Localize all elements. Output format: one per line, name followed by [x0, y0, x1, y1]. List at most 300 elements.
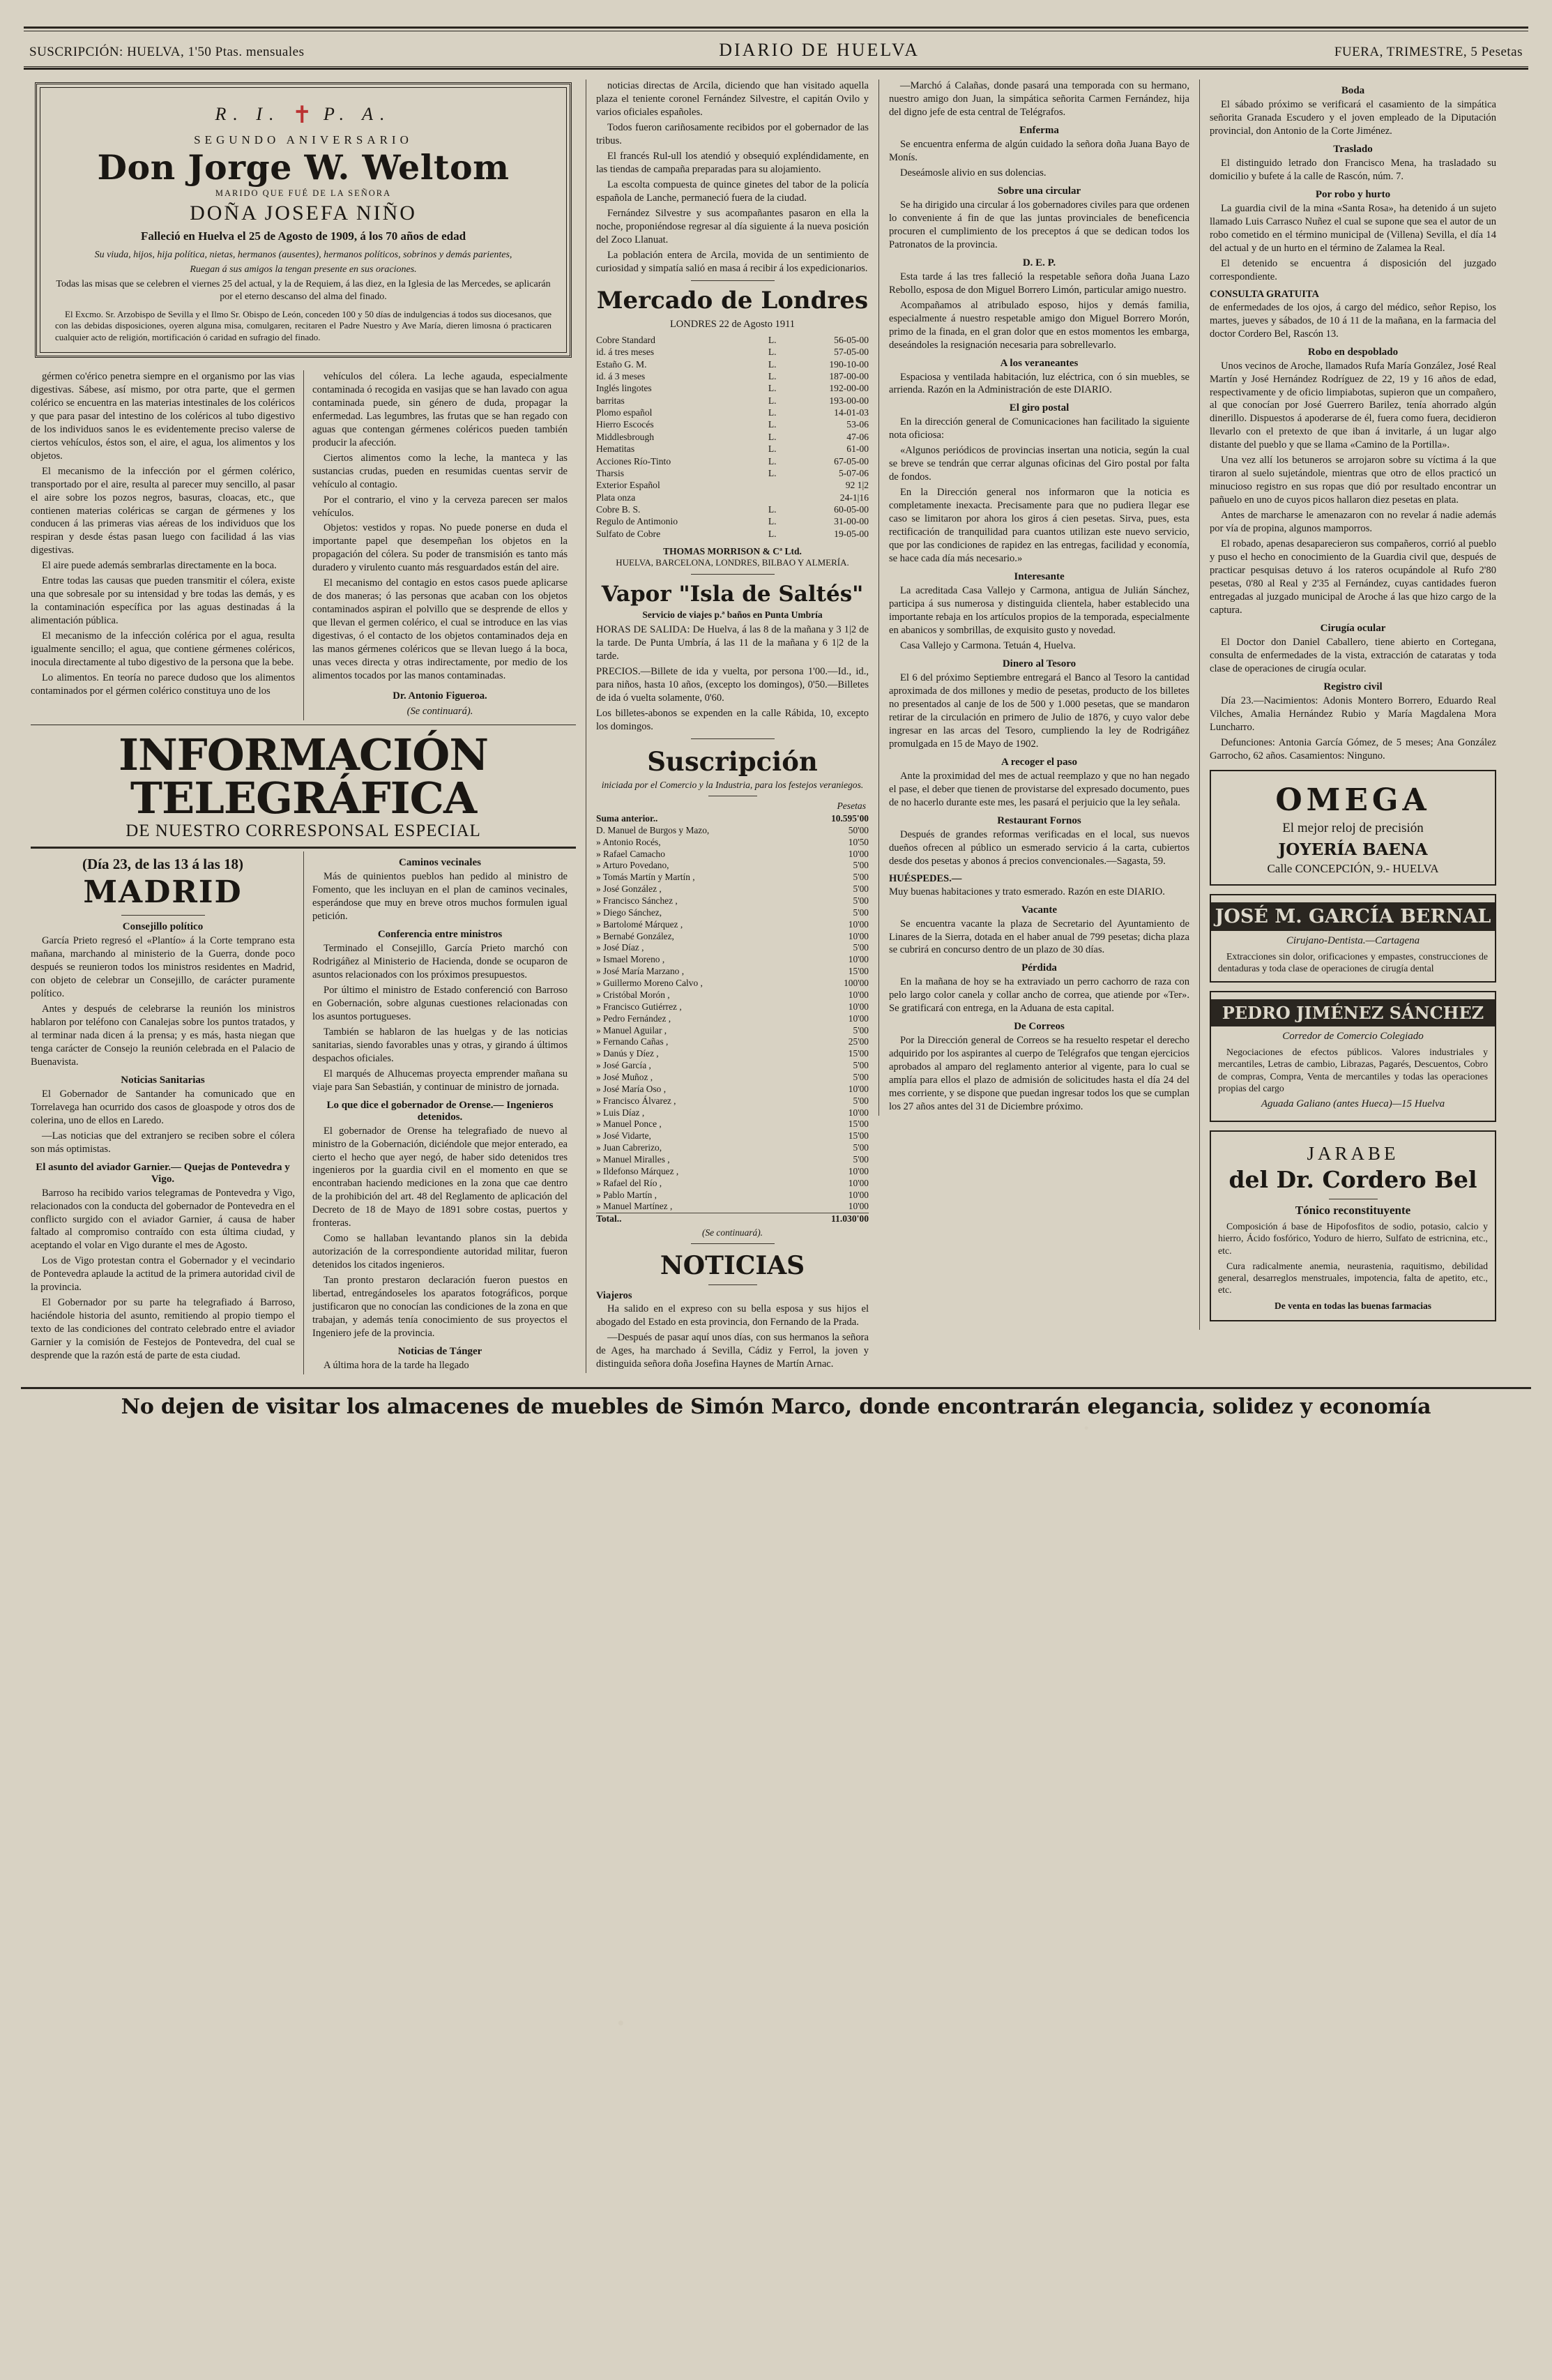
telegrafica-right-head-0: Caminos vecinales	[399, 857, 481, 869]
col4-text-0: El sábado próximo se verificará el casamiento de la simpática señorita Granada Escudero y el joven empleado de la Diputación provincial, don Antonio de la Corte Jiménez.	[1210, 99, 1496, 137]
susc-name: » Manuel Ponce ,	[596, 1119, 662, 1130]
mkt-value: 31-00-00	[834, 516, 869, 527]
telegrafica-title: INFORMACIÓN TELEGRÁFICA	[119, 729, 488, 824]
mkt-value: 57-05-00	[834, 347, 869, 358]
susc-amount: 10'00	[848, 989, 869, 1000]
telegrafica-right-text-1: Terminado el Consejillo, García Prieto marchó con Rodrigáñez al Ministerio de Hacienda, donde se ocuparon de asuntos relacionados con los próximos presupuestos.	[312, 942, 568, 980]
telegrafica-left-head-2: Noticias Sanitarias	[121, 1074, 205, 1086]
susc-name: » Bartolomé Márquez ,	[596, 918, 683, 930]
mercado-table	[596, 335, 869, 540]
list-item	[596, 872, 869, 884]
ad-sanchez-title: PEDRO JIMÉNEZ SÁNCHEZ	[1211, 999, 1495, 1026]
ad-sanchez-body: Negociaciones de efectos públicos. Valores industriales y mercantiles, Letras de cambio, Librazas, Pagarés, Descuentos, Cobro de compras, Compra, Venta de mercantiles y todas las operaciones propias del cargo	[1218, 1047, 1488, 1093]
ad-sanchez-address: Aguada Galiano (antes Hueca)—15 Huelva	[1261, 1098, 1445, 1110]
list-item	[596, 1095, 869, 1107]
column-1	[21, 79, 586, 1374]
noticias-title: NOTICIAS	[660, 1251, 805, 1281]
mkt-name: Cobre B. S.	[596, 503, 641, 515]
ad-bernal-profession: Cirujano-Dentista.—Cartagena	[1286, 934, 1420, 946]
col3-head-3: Sobre una circular	[997, 185, 1081, 197]
cholera-p-10: El mecanismo del contagio en estos casos puede aplicarse de dos maneras; ó las personas que acaban con los objetos contaminados aspiran el polvillo que se desprende de ellos y que llevan el germen colérico, el cual se introduce en las vias digestivas, ó el contacto de los objetos contaminados deja en las manos gérmenes coléricos que se llevan luego á la boca, unas veces directa y otras indirectamente, por medio de los alimentos tocados por las manos contaminadas.	[312, 577, 568, 682]
col3-head-7: El giro postal	[1009, 402, 1070, 414]
cross-icon: ✝	[292, 103, 312, 128]
col4-head-0: Boda	[1341, 85, 1365, 96]
obituary-masses: Todas las misas que se celebren el viernes 25 del actual, y la de Requiem, á las diez, en la Iglesia de las Mercedes, se aplicarán por el eterno descanso del alma del finado.	[56, 279, 551, 303]
susc-name: » José García ,	[596, 1060, 651, 1071]
susc-name: Suma anterior..	[596, 813, 658, 824]
col4-text-1: El distinguido letrado don Francisco Mena, ha trasladado su domicilio y bufete á la calle de Rascón, núm. 7.	[1210, 157, 1496, 182]
telegrafica-right-col	[303, 851, 576, 1374]
mkt-unit: L.	[768, 371, 777, 382]
arcila-p-2: El francés Rul-ull los atendió y obsequió expléndidamente, en las tiendas de campaña preparadas para su alojamiento.	[596, 150, 869, 175]
table-row	[596, 407, 869, 419]
susc-name: » Ildefonso Márquez ,	[596, 1165, 679, 1176]
telegrafica-left-text-2: El Gobernador de Santander ha comunicado que en Torrelavega han ocurrido dos casos de gloaspode y otros dos de colerina, uno de ellos en Laredo.	[31, 1088, 295, 1126]
col4-head-1: Traslado	[1333, 143, 1373, 155]
rip-right: P. A.	[324, 104, 392, 124]
susc-amount: 5'00	[853, 1071, 869, 1082]
telegrafica-left-col	[31, 851, 303, 1374]
col3-text-4: Esta tarde á las tres falleció la respetable señora doña Juana Lazo Rebollo, esposa de don Miguel Borrero Limón, particular amigo nuestro.	[889, 271, 1189, 296]
noticias-text-1: —Después de pasar aquí unos días, con sus hermanos la señora de Ages, ha marchado á Sevilla, Cádiz y Ferrol, la joven y distinguida señora doña Josefina Haynes de Martín Arnac.	[596, 1332, 869, 1370]
suscripcion-table	[596, 813, 869, 1225]
telegrafica-right-text-8: A última hora de la tarde ha llegado	[324, 1360, 469, 1372]
col4-text-4: de enfermedades de los ojos, á cargo del médico, señor Repiso, los martes, jueves y sábados, de 10 á 11 de la mañana, en la farmacia del doctor Cordero Bel, Rascón 13.	[1210, 301, 1496, 340]
page-columns	[0, 79, 1552, 1374]
col4-head-2: Por robo y hurto	[1315, 188, 1391, 200]
telegrafica-rule-bottom	[31, 847, 576, 849]
mkt-name: Hematitas	[596, 444, 635, 455]
mkt-name: Tharsis	[596, 467, 625, 478]
mkt-name: Exterior Español	[596, 480, 660, 491]
cholera-article	[31, 370, 576, 720]
susc-amount: 10'00	[848, 1189, 869, 1200]
col4-head-10: Registro civil	[1323, 681, 1383, 692]
telegrafica-right-text-3: También se hablaron de las huelgas y de las noticias sanitarias, siendo favorables unas y otras, y girando á últimos despachos oficiales.	[312, 1026, 568, 1064]
mkt-unit: L.	[768, 383, 777, 394]
mkt-unit: L.	[768, 516, 777, 527]
ad-sanchez-profession: Corredor de Comercio Colegiado	[1282, 1031, 1424, 1043]
col3-head-10: Interesante	[1014, 571, 1065, 583]
mkt-value: 193-00-00	[829, 395, 869, 406]
list-item	[596, 813, 869, 825]
susc-name: » Juan Cabrerizo,	[596, 1142, 662, 1153]
susc-amount: 5'00	[853, 1095, 869, 1106]
susc-name: » Bernabé González,	[596, 930, 674, 941]
col3-head-17: Pérdida	[1021, 962, 1057, 974]
ad-garcia-bernal[interactable]	[1210, 894, 1496, 983]
ad-bernal-title: JOSÉ M. GARCÍA BERNAL	[1211, 902, 1495, 931]
susc-name: » Francisco Álvarez ,	[596, 1095, 676, 1106]
susc-name: » Fernando Cañas ,	[596, 1036, 669, 1047]
mercado-firm-name: THOMAS MORRISON & Cª Ltd.	[663, 545, 802, 556]
list-item	[596, 919, 869, 931]
table-row	[596, 347, 869, 358]
susc-name: » José González ,	[596, 884, 662, 895]
noticias-text-0: Ha salido en el expreso con su bella esposa y sus hijos el abogado del Estado en esta provincia, don Fernando de la Prada.	[596, 1303, 869, 1328]
list-item	[596, 1166, 869, 1178]
telegrafica-left-text-4: Barroso ha recibido varios telegramas de Pontevedra y Vigo, relacionados con la conducta del gobernador de Pontevedra en el conflicto surgido con el aviador Garnier, á causa de haber faltado al compromiso contraído con esta última ciudad, y aceptando el volar en Vigo durante el mes de Agosto.	[31, 1187, 295, 1252]
table-row	[596, 358, 869, 370]
col3-text-18: Por la Dirección general de Correos se ha resuelto respetar el derecho adquirido por los aspirantes al cuerpo de Telégrafos que tengan ejercicios aprobados al amparo del reglamento anterior al vigente, para lo cual se amplía para ellos el plazo de admisión de solicitudes hasta el día 24 del mes corriente, y se dispone que puedan ingresar todos los que se cumplan los 27 años antes del 31 de Diciembre próximo.	[889, 1035, 1189, 1113]
list-item	[596, 837, 869, 849]
susc-name: » Guillermo Moreno Calvo ,	[596, 978, 703, 989]
col3-head-14: Restaurant Fornos	[997, 814, 1081, 826]
column-4	[1199, 79, 1506, 1330]
telegrafica-left-head-0: Consejillo político	[122, 921, 204, 933]
mkt-value: 60-05-00	[834, 503, 869, 515]
list-item	[596, 825, 869, 837]
susc-amount: 10'00	[848, 1013, 869, 1024]
mkt-unit: L.	[768, 467, 777, 478]
list-item	[596, 1036, 869, 1048]
telegrafica-right-text-2: Por último el ministro de Estado conferenció con Barroso en Gobernación, sobre algunas cuestiones relacionadas con los asuntos portugueses.	[312, 984, 568, 1022]
col3-head-4: D. E. P.	[1022, 257, 1056, 268]
susc-name: » Ismael Moreno ,	[596, 954, 665, 965]
list-item	[596, 1130, 869, 1142]
mkt-unit: L.	[768, 407, 777, 418]
list-item	[596, 1119, 869, 1130]
mkt-name: id. á 3 meses	[596, 371, 646, 382]
susc-amount: 10'00	[848, 1201, 869, 1212]
susc-amount: 10'00	[848, 954, 869, 965]
ad-jarabe-tonic-label: Tónico reconstituyente	[1295, 1204, 1411, 1218]
column-3	[878, 79, 1199, 1116]
ad-omega-address: Calle CONCEPCIÓN, 9.- HUELVA	[1267, 861, 1439, 875]
mkt-unit: L.	[768, 347, 777, 358]
telegrafica-right-text-4: El marqués de Alhucemas proyecta emprender mañana su viaje para San Sebastián, y continuar de ministro de jornada.	[312, 1068, 568, 1093]
susc-name: » Tomás Martín y Martín ,	[596, 872, 695, 883]
ad-omega-store: JOYERÍA BAENA	[1278, 840, 1428, 859]
susc-name: » Rafael del Río ,	[596, 1177, 662, 1188]
mkt-unit: L.	[768, 334, 777, 345]
ad-jarabe-doctor: del Dr. Cordero Bel	[1228, 1166, 1477, 1194]
noticias-divider	[691, 1243, 775, 1244]
col4-text-3: El detenido se encuentra á disposición del juzgado correspondiente.	[1210, 257, 1496, 282]
susc-name: » Manuel Miralles ,	[596, 1153, 670, 1165]
mkt-value: 24-1|16	[839, 492, 869, 503]
mercado-firm	[596, 545, 869, 569]
col3-text-10: La acreditada Casa Vallejo y Carmona, antigua de Julián Sánchez, participa á sus numerosa y distinguida clientela, haber establecido una importante rebaja en los artículos propios de la temporada, especialmente en abanicos y sombrillas, de exquisito gusto y novedad.	[889, 585, 1189, 636]
susc-amount: 15'00	[848, 1119, 869, 1130]
susc-amount: 25'00	[848, 1036, 869, 1047]
list-item	[596, 978, 869, 990]
cholera-p-0: gérmen co'érico penetra siempre en el organismo por las vias digestivas. Sábese, así mismo, por otra parte, que el germen colérico se encuentra en las materias intestinales de los coléricos y que para pasar del intestino de los coléricos al tubo digestivo de los individuos sanos le es evidentemente preciso valerse de ciertos vehículos, éstos son, el aire, el agua, los alimentos y los objetos.	[31, 370, 295, 462]
col4-text-6: Una vez allí los betuneros se arrojaron sobre su víctima á la que tiraron al suelo sujetándole, mientras que otro de ellos practicó un minucioso registro en sus ropas que dió por resultado encontrar un pañuelo en uno de cuyos picos hallaron diez pesetas en plata.	[1210, 455, 1496, 506]
mercado-date: LONDRES 22 de Agosto 1911	[669, 318, 796, 330]
col3-text-14: Después de grandes reformas verificadas en el local, sus nuevos dueños ofrecen al público un esmerado servicio á la carta, cubiertos desde dos pesetas y abonos á precios convencionales.—Sagasta, 59.	[889, 828, 1189, 867]
susc-name: » Francisco Sánchez ,	[596, 895, 678, 907]
list-item	[596, 895, 869, 907]
mkt-unit	[768, 492, 786, 503]
mkt-unit: L.	[768, 395, 777, 406]
obituary-request: Ruegan á sus amigos la tengan presente en sus oraciones.	[190, 264, 417, 275]
col3-text-6: Espaciosa y ventilada habitación, luz eléctrica, con ó sin muebles, se arrienda. Razón en la Administración de este DIARIO.	[889, 371, 1189, 396]
cholera-p-8: Por el contrario, el vino y la cerveza parecen ser malos vehículos.	[312, 494, 568, 519]
mkt-name: Middlesbrough	[596, 431, 655, 442]
susc-name: » Cristóbal Morón ,	[596, 989, 670, 1000]
susc-name: » Francisco Gutiérrez ,	[596, 1001, 682, 1012]
mkt-unit: L.	[768, 455, 777, 467]
list-item	[596, 1084, 869, 1096]
subscription-price-local: SUSCRIPCIÓN: HUELVA, 1'50 Ptas. mensuales	[29, 45, 305, 59]
table-row	[596, 480, 869, 492]
vapor-p-1: PRECIOS.—Billete de ida y vuelta, por persona 1'00.—Id., id., para niños, hasta 10 años, (excepto los domingos), 0'50.—Billetes de ida ó vuelta solamente, 0'60.	[596, 666, 869, 704]
susc-name: » Manuel Martínez ,	[596, 1201, 673, 1212]
masthead-row	[24, 40, 1528, 66]
suscripcion-total-amount: 11.030'00	[800, 1213, 869, 1226]
mkt-name: Acciones Río-Tinto	[596, 455, 671, 467]
susc-name: » Arturo Povedano,	[596, 860, 669, 871]
table-row	[596, 383, 869, 395]
obituary-indulgences: El Excmo. Sr. Arzobispo de Sevilla y el Ilmo Sr. Obispo de León, conceden 100 y 50 días de indulgencias á todos sus diocesanos, que con las debidas disposiciones, oyeren alguna misa, comulgaren, recitaren el Padre Nuestro y Ave María, dieren limosna ó practicaren cualquier acto de religión, mortificación ó caridad en sufragio del finado.	[55, 309, 551, 342]
susc-amount: 10'00	[848, 1177, 869, 1188]
susc-name: » Diego Sánchez,	[596, 907, 662, 918]
col3-text-11: Casa Vallejo y Carmona. Tetuán 4, Huelva.	[900, 639, 1076, 651]
list-item	[596, 1072, 869, 1084]
ad-jarabe-cordero-bel[interactable]	[1210, 1130, 1496, 1321]
obituary-deceased-name: Don Jorge W. Weltom	[97, 147, 510, 188]
suscripcion-total-row	[596, 1213, 869, 1226]
list-item	[596, 1154, 869, 1166]
ad-jarabe-composition: Composición á base de Hipofosfitos de sodio, potasio, calcio y hierro, Ácido fosfórico, Yoduro de hierro, Sulfato de estricnina, etc., etc.	[1218, 1221, 1488, 1256]
telegrafica-left-head-4: El asunto del aviador Garnier.— Quejas de Pontevedra y Vigo.	[36, 1161, 290, 1185]
mkt-value: 19-05-00	[834, 528, 869, 539]
mkt-unit: L.	[768, 419, 777, 430]
mkt-value: 56-05-00	[834, 334, 869, 345]
ad-omega-title: OMEGA	[1275, 782, 1431, 818]
vapor-divider	[691, 574, 775, 575]
table-row	[596, 492, 869, 503]
table-row	[596, 371, 869, 383]
susc-name: » Manuel Aguilar ,	[596, 1024, 667, 1036]
col4-text-11: Defunciones: Antonia García Gómez, de 5 meses; Ana González Garrocho, 62 años. Casamientos: Ninguno.	[1210, 736, 1496, 761]
col3-text-2: Deseámosle alivio en sus dolencias.	[900, 167, 1047, 179]
obituary-wife-name: DOÑA JOSEFA NIÑO	[190, 202, 417, 225]
col3-text-1: Se encuentra enferma de algún cuidado la señora doña Juana Bayo de Monís.	[889, 138, 1189, 163]
mkt-name: Estaño G. M.	[596, 358, 647, 370]
arcila-p-3: La escolta compuesta de quince ginetes del tabor de la policía española de Lanche, permaneció fuera de la ciudad.	[596, 179, 869, 204]
col3-text-13: Ante la proximidad del mes de actual reemplazo y que no han negado el pase, el deber que tienen de provistarse del expresado documento, pues de no hacerlo durante este mes, les pasará el perjuicio que la ley señala.	[889, 770, 1189, 808]
mkt-unit: L.	[768, 444, 777, 455]
susc-amount: 5'00	[853, 907, 869, 918]
obituary-rip-line	[55, 101, 551, 129]
susc-amount: 100'00	[844, 978, 869, 989]
col3-head-13: A recoger el paso	[1001, 756, 1077, 768]
list-item	[596, 860, 869, 872]
ad-omega[interactable]	[1210, 770, 1496, 886]
masthead-rule-top	[24, 26, 1528, 31]
mkt-name: Plata onza	[596, 492, 636, 503]
mkt-value: 53-06	[846, 419, 869, 430]
telegrafica-left-text-6: El Gobernador por su parte ha telegrafiado á Barroso, haciéndole historia del asunto, remitiendo al propio tiempo el texto de las condiciones del contrato celebrado entre el aviador Garnier y la comisión de Festejos de Pontevedra, del cual se desprende que la razón está de parte de esta ciudad.	[31, 1297, 295, 1362]
cholera-p-9: Objetos: vestidos y ropas. No puede ponerse en duda el importante papel que desempeñan los objetos en la propagación del cólera. Su poder de transmisión es tanto más duradero y virulento cuanto más resguardados están del aire.	[312, 522, 568, 574]
col3-text-8: «Algunos periódicos de provincias insertan una noticia, según la cual se breve se tendrán que cerrar algunas oficinas del Giro postal por falta de fondos.	[889, 445, 1189, 483]
susc-amount: 10'00	[848, 1165, 869, 1176]
mkt-name: barritas	[596, 395, 625, 406]
col4-text-9: El Doctor don Daniel Caballero, tiene abierto en Cortegana, consulta de enfermedades de la vista, extracción de cataratas y toda clase de operaciones de cirugía ocular.	[1210, 636, 1496, 674]
obituary-anniversary: SEGUNDO ANIVERSARIO	[194, 133, 413, 146]
suscripcion-total-label: Total..	[596, 1213, 800, 1226]
list-item	[596, 942, 869, 954]
susc-amount: 10'00	[848, 1107, 869, 1118]
telegrafica-left-text-3: —Las noticias que del extranjero se reciben sobre el cólera son más optimistas.	[31, 1130, 295, 1155]
vapor-subtitle: Servicio de viajes p.ª baños en Punta Umbría	[642, 609, 823, 621]
mkt-unit	[768, 480, 786, 492]
mkt-name: Inglés lingotes	[596, 383, 652, 394]
mkt-value: 190-10-00	[829, 358, 869, 370]
susc-amount: 10'00	[848, 848, 869, 859]
col3-text-0: —Marchó á Calañas, donde pasará una temporada con su hermano, nuestro amigo don Juan, la simpática señorita Carmen Fernández, hija del digno jefe de esta central de Telégrafos.	[889, 80, 1189, 118]
table-row	[596, 455, 869, 467]
list-item	[596, 1177, 869, 1189]
mkt-value: 5-07-06	[838, 467, 869, 478]
col4-head-9: Cirugía ocular	[1320, 622, 1386, 634]
list-item	[596, 954, 869, 966]
susc-name: » José Vidarte,	[596, 1130, 651, 1142]
cholera-p-5: Lo alimentos. En teoría no parece dudoso que los alimentos contaminados por el gérmen colérico constituya uno de los	[31, 672, 295, 697]
cholera-signature: Dr. Antonio Figueroa.	[393, 690, 487, 702]
col4-text-5: Unos vecinos de Aroche, llamados Rufa María González, José Real Martín y José Hernández Rodríguez de 22, 19 y 16 años de edad, respectivamente y de oficio limpiabotas, supieron que un compañero, al que conocían por José Guerrero Barilez, tenía ahorrado algún dinerillo. Dispuestos á apoderarse de él, fuera como fuera, decidieron llevarlo con el pretexto de que iban á invitarle, á un lugar algo distante del pueblo y que se llama «Camino de la Portilla».	[1210, 360, 1496, 451]
col3-head-18: De Correos	[1014, 1021, 1065, 1033]
table-row	[596, 431, 869, 443]
telegrafica-body	[31, 851, 576, 1374]
obituary-family: Su viuda, hijos, hija política, nietas, hermanos (ausentes), hermanos políticos, sobrinos y demás parientes,	[94, 250, 512, 261]
susc-name: » Danús y Díez ,	[596, 1048, 659, 1059]
col3-text-5: Acompañamos al atribulado esposo, hijos y demás familia, especialmente á nuestro respetable amigo don Miguel Borrero Morón, primo de la finada, en el gran dolor que en estos momentos les embarga, deseándoles la resignación necesaria para sobrellevarlo.	[889, 299, 1189, 351]
col3-head-12: Dinero al Tesoro	[1002, 658, 1076, 669]
col3-text-9: En la Dirección general nos informaron que la noticia es completamente inexacta. Precisamente para que no pudiera llegar ese caso se limitaron por ahora los giros á cien pesetas. Sirva, pues, esta rectificación de tranquilidad para cuantos utilizan este nuevo servicio, que por las condiciones de rapidez en las entregas, facilidad y economía, se hace cada día más necesario.»	[889, 487, 1189, 565]
ad-jimenez-sanchez[interactable]	[1210, 991, 1496, 1122]
susc-name: » José María Oso ,	[596, 1083, 667, 1094]
telegrafica-left-text-0: García Prieto regresó el «Plantío» á la Corte temprano esta mañana, marchando al ministerio de la Guerra, donde poco después se reunieron todos los ministros residentes en Madrid, con objeto de celebrar un Consejillo, de carácter puramente político.	[31, 935, 295, 999]
list-item	[596, 1048, 869, 1060]
susc-amount: 5'00	[853, 872, 869, 883]
mkt-unit: L.	[768, 358, 777, 370]
susc-name: » José María Marzano ,	[596, 966, 685, 977]
susc-name: » Pedro Fernández ,	[596, 1013, 671, 1024]
list-item	[596, 1142, 869, 1154]
susc-amount: 10'50	[848, 836, 869, 847]
susc-name: » Pablo Martín ,	[596, 1189, 657, 1200]
list-item	[596, 1013, 869, 1024]
col3-head-6: A los veraneantes	[1000, 357, 1079, 369]
list-item	[596, 1107, 869, 1119]
obituary-death-date: Falleció en Huelva el 25 de Agosto de 1909, á los 70 años de edad	[140, 229, 466, 243]
telegrafica-date-line: (Día 23, de las 13 á las 18)	[82, 856, 243, 873]
table-row	[596, 468, 869, 480]
arcila-p-1: Todos fueron cariñosamente recibidos por el gobernador de las tribus.	[596, 121, 869, 146]
ad-jarabe-indications: Cura radicalmente anemia, neurastenia, raquitismo, debilidad general, desarreglos menstruales, impotencia, falta de apetito, etc., etc.	[1218, 1260, 1488, 1296]
noticias-head-0: Viajeros	[596, 1290, 632, 1302]
suscripcion-divider	[691, 738, 775, 739]
suscripcion-intro: iniciada por el Comercio y la Industria, para los festejos veraniegos.	[601, 779, 864, 790]
ad-bernal-body: Extracciones sin dolor, orificaciones y empastes, construcciones de dentaduras y toda clase de operaciones de cirugía dental	[1218, 950, 1488, 973]
list-item	[596, 848, 869, 860]
susc-amount: 5'00	[853, 1142, 869, 1153]
cholera-p-3: Entre todas las causas que pueden transmitir el cólera, existe una que sobresale por su intensidad y bre todas las demás, y es la contaminación específica por las aguas destinadas á la alimentación pública.	[31, 575, 295, 627]
mkt-value: 187-00-00	[829, 371, 869, 382]
col3-text-16: Se encuentra vacante la plaza de Secretario del Ayuntamiento de Linares de la Sierra, dotada en el haber anual de 799 pesetas; dicha plaza se cubrirá en concurso dentro de un plazo de 30 días.	[889, 918, 1189, 956]
table-row	[596, 419, 869, 431]
list-item	[596, 884, 869, 895]
col3-text-7: En la dirección general de Comunicaciones han facilitado la siguiente nota oficiosa:	[889, 416, 1189, 441]
susc-amount: 5'00	[853, 860, 869, 871]
ad-jarabe-footer: De venta en todas las buenas farmacias	[1275, 1300, 1431, 1311]
susc-amount: 5'00	[853, 884, 869, 895]
susc-amount: 50'00	[848, 824, 869, 835]
telegrafica-subtitle: DE NUESTRO CORRESPONSAL ESPECIAL	[125, 821, 481, 841]
mercado-firm-cities: HUELVA, BARCELONA, LONDRES, BILBAO Y ALMERÍA.	[616, 557, 849, 568]
table-row	[596, 395, 869, 407]
susc-name: » José Muñoz ,	[596, 1071, 653, 1082]
vapor-p-0: HORAS DE SALIDA: De Huelva, á las 8 de la mañana y 3 1|2 de la tarde. De Punta Umbría, á las 11 de la mañana y 6 1|2 de la tarde.	[596, 624, 869, 662]
mkt-name: Cobre Standard	[596, 334, 655, 345]
mkt-value: 192-00-00	[829, 383, 869, 394]
table-row	[596, 335, 869, 347]
telegrafica-right-text-5: El gobernador de Orense ha telegrafiado de nuevo al ministro de la Gobernación, diciéndole que mejor enterado, ea cierto el hecho que ayer negó, de haber sido detenidos tres ingenieros por la guardia civil en el momento en que se encontraban haciendo mediciones en la zona que cae dentro de la prohibición del art. 48 del Reglamento de aplicación del Decreto de 18 de Mayo de 1891 sobre costas, puertos y fronteras.	[312, 1125, 568, 1229]
susc-name: » Antonio Rocés,	[596, 836, 661, 847]
footer-advertisement-banner[interactable]: No dejen de visitar los almacenes de muebles de Simón Marco, donde encontrarán elegancia, solidez y economía	[21, 1387, 1531, 1433]
col4-text-10: Día 23.—Nacimientos: Adonis Montero Borrero, Eduardo Real Vilches, Amalia Hernández Rubio y María Magdalena Mora Luncharro.	[1210, 695, 1496, 733]
vapor-title: Vapor "Isla de Saltés"	[601, 582, 864, 607]
col4-head-5: Robo en despoblado	[1307, 346, 1399, 358]
susc-amount: 15'00	[848, 1130, 869, 1142]
telegrafica-divider	[121, 915, 205, 916]
table-row	[596, 528, 869, 540]
cholera-p-1: El mecanismo de la infección por el gérmen colérico, transportado por el aire, resulta al parecer muy sencillo, al pasar el aire sobre los pozos negros, basuras, cloacas, etc., que contienen materias coléricas se cargan de gérmenes y los conducen á las primeras vias aéreas de los individuos que los respiran y desde éstas pasan luego con facilidad á las vias digestivas.	[31, 465, 295, 556]
table-row	[596, 504, 869, 516]
telegrafica-right-head-8: Noticias de Tánger	[397, 1346, 482, 1358]
list-item	[596, 1024, 869, 1036]
suscripcion-currency-header: Pesetas	[837, 800, 866, 811]
susc-amount: 15'00	[848, 966, 869, 977]
suscripcion-title: Suscripción	[647, 745, 818, 777]
col4-head-4: CONSULTA GRATUITA	[1210, 288, 1319, 300]
susc-amount: 10'00	[848, 930, 869, 941]
telegrafica-right-text-6: Como se hallaban levantando planos sin la debida autorización de la correspondiente autoridad militar, fueron detenidos los citados ingenieros.	[312, 1233, 568, 1271]
list-item	[596, 930, 869, 942]
masthead	[0, 0, 1552, 70]
telegrafica-right-head-1: Conferencia entre ministros	[377, 928, 503, 940]
suscripcion-table-body	[596, 813, 869, 1225]
mkt-value: 92 1|2	[845, 480, 869, 491]
masthead-rule-bottom	[24, 66, 1528, 70]
arcila-p-5: La población entera de Arcila, movida de un sentimiento de curiosidad y simpatía salió en masa á recibir á los expedicionarios.	[596, 249, 869, 274]
cholera-p-6: vehículos del cólera. La leche agauda, especialmente contaminada ó recogida en vasijas que se han lavado con agua contaminada puede, sin género de duda, propagar la enfermedad. Las legumbres, las frutas que se han regado con aguas que contengan gérmenes coléricos pueden también producir la afección.	[312, 370, 568, 448]
newspaper-title: DIARIO DE HUELVA	[719, 40, 920, 60]
col4-text-8: El robado, apenas desaparecieron sus compañeros, corrió al pueblo y puso el hecho en conocimiento de la Guardia civil que, después de practicar pesquisas detuvo á los rateros ocupándole al Rufo 2'80 pesetas, 0'80 al Real y 2'35 al Fernández, cuyas cantidades fueron entregadas al juzgado municipal de Aroche á las que hizo cargo de la captura.	[1210, 538, 1496, 616]
telegrafica-city: MADRID	[83, 874, 243, 911]
table-row	[596, 444, 869, 455]
susc-amount: 5'00	[853, 942, 869, 953]
cholera-article-right	[303, 370, 576, 720]
col3-text-17: En la mañana de hoy se ha extraviado un perro cachorro de raza con pelo largo color canela y collar ancho de correa, que atiende por «Ter». Se gratificará con entrega, en la Aduana de esta capital.	[889, 976, 1189, 1015]
col3-head-16: Vacante	[1021, 904, 1058, 916]
susc-amount: 10'00	[848, 1083, 869, 1094]
mkt-value: 67-05-00	[834, 455, 869, 467]
susc-amount: 5'00	[853, 1024, 869, 1036]
susc-amount: 10.595'00	[831, 813, 869, 824]
telegrafica-right-head-5: Lo que dice el gobernador de Orense.— Ingenieros detenidos.	[326, 1099, 554, 1123]
col3-head-15: HUÉSPEDES.—	[889, 872, 962, 884]
rip-left: R. I.	[215, 104, 281, 124]
arcila-p-4: Fernández Silvestre y sus acompañantes pasaron en ella la noche, proponiéndose regresar al día siguiente á la nueva posición del Zoco Llanuat.	[596, 207, 869, 245]
mkt-unit: L.	[768, 528, 777, 539]
list-item	[596, 907, 869, 919]
cholera-p-2: El aire puede además sembrarlas directamente en la boca.	[42, 560, 277, 572]
susc-name: » Rafael Camacho	[596, 848, 665, 859]
